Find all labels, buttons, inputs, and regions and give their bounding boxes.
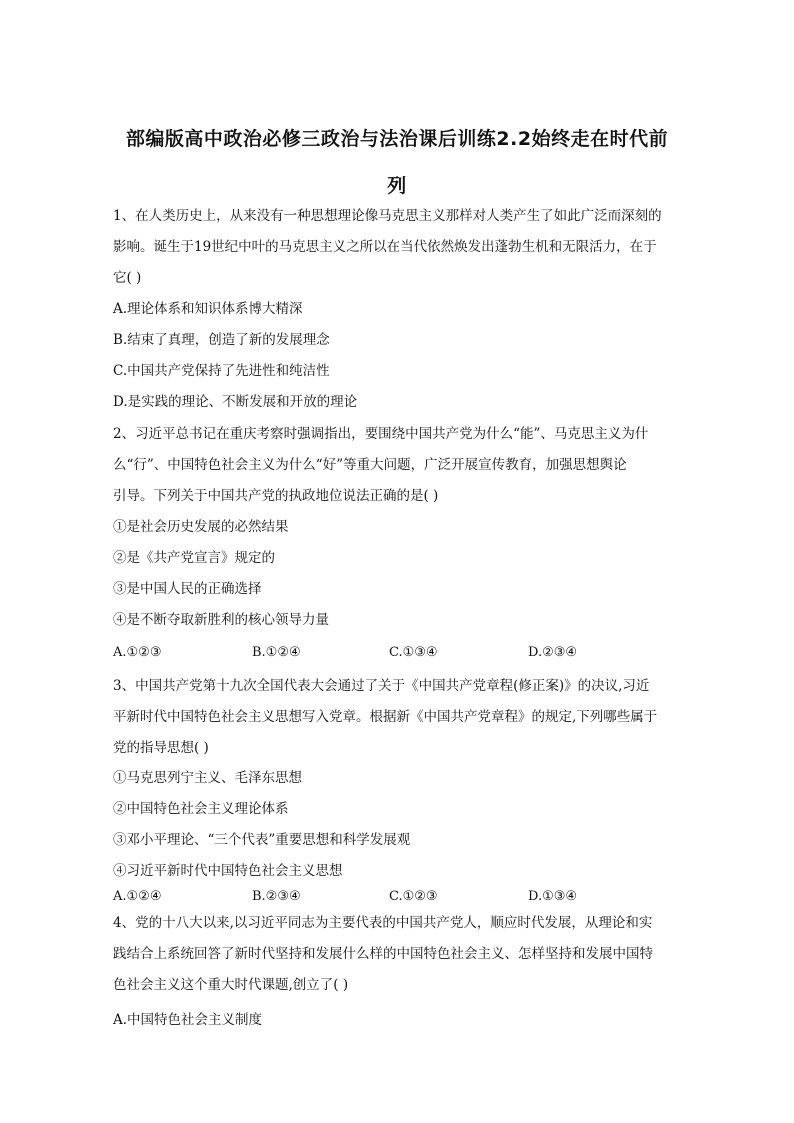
q3-choice-b: B.②③④ bbox=[252, 889, 301, 904]
q2-stem-line-1: 2、习近平总书记在重庆考察时强调指出，要围绕中国共产党为什么“能”、马克思主义为什 bbox=[113, 426, 649, 442]
q2-item-3: ③是中国人民的正确选择 bbox=[113, 581, 262, 597]
q3-item-4: ④习近平新时代中国特色社会主义思想 bbox=[113, 863, 343, 879]
q2-stem-line-2: 么“行”、中国特色社会主义为什么“好”等重大问题，广泛开展宣传教育，加强思想舆论 bbox=[113, 457, 627, 473]
q1-option-d: D.是实践的理论、不断发展和开放的理论 bbox=[113, 394, 358, 410]
q3-stem-line-3: 党的指导思想( ) bbox=[113, 740, 209, 756]
q2-item-4: ④是不断夺取新胜利的核心领导力量 bbox=[113, 612, 329, 628]
q4-stem-line-2: 践结合上系统回答了新时代坚持和发展什么样的中国特色社会主义、怎样坚持和发展中国特 bbox=[113, 946, 653, 962]
q1-stem-line-2: 影响。诞生于19世纪中叶的马克思主义之所以在当代依然焕发出蓬勃生机和无限活力，在于 bbox=[113, 239, 657, 255]
q4-option-a: A.中国特色社会主义制度 bbox=[113, 1012, 263, 1028]
q1-option-a: A.理论体系和知识体系博大精深 bbox=[113, 301, 303, 317]
q1-option-b: B.结束了真理，创造了新的发展理念 bbox=[113, 332, 330, 348]
q3-item-1: ①马克思列宁主义、毛泽东思想 bbox=[113, 770, 302, 786]
q2-stem-line-3: 引导。下列关于中国共产党的执政地位说法正确的是( ) bbox=[113, 488, 439, 504]
q4-stem-line-3: 色社会主义这个重大时代课题,创立了( ) bbox=[113, 977, 349, 993]
q1-stem-line-1: 1、在人类历史上，从来没有一种思想理论像马克思主义那样对人类产生了如此广泛而深刻的 bbox=[113, 208, 662, 224]
q2-item-2: ②是《共产党宣言》规定的 bbox=[113, 550, 275, 566]
document-title-line-2: 列 bbox=[387, 175, 407, 197]
q2-choice-d: D.②③④ bbox=[528, 645, 578, 660]
q3-item-3: ③邓小平理论、“三个代表”重要思想和科学发展观 bbox=[113, 832, 411, 848]
q3-choice-d: D.①③④ bbox=[528, 889, 578, 904]
q2-choice-a: A.①②③ bbox=[113, 645, 162, 660]
q2-choice-c: C.①③④ bbox=[389, 645, 438, 660]
q1-option-c: C.中国共产党保持了先进性和纯洁性 bbox=[113, 363, 330, 379]
q1-stem-line-3: 它( ) bbox=[113, 270, 142, 286]
q3-choice-a: A.①②④ bbox=[113, 889, 162, 904]
q3-stem-line-1: 3、中国共产党第十九次全国代表大会通过了关于《中国共产党章程(修正案)》的决议,习近 bbox=[113, 678, 650, 694]
document-title-line-1: 部编版高中政治必修三政治与法治课后训练2.2始终走在时代前 bbox=[125, 128, 669, 150]
q2-choice-b: B.①②④ bbox=[252, 645, 301, 660]
q2-item-1: ①是社会历史发展的必然结果 bbox=[113, 519, 289, 535]
q4-stem-line-1: 4、党的十八大以来,以习近平同志为主要代表的中国共产党人，顺应时代发展，从理论和实 bbox=[113, 915, 653, 931]
q3-item-2: ②中国特色社会主义理论体系 bbox=[113, 801, 289, 817]
q3-stem-line-2: 平新时代中国特色社会主义思想写入党章。根据新《中国共产党章程》的规定,下列哪些属于 bbox=[113, 709, 658, 725]
q3-choice-c: C.①②③ bbox=[389, 889, 438, 904]
